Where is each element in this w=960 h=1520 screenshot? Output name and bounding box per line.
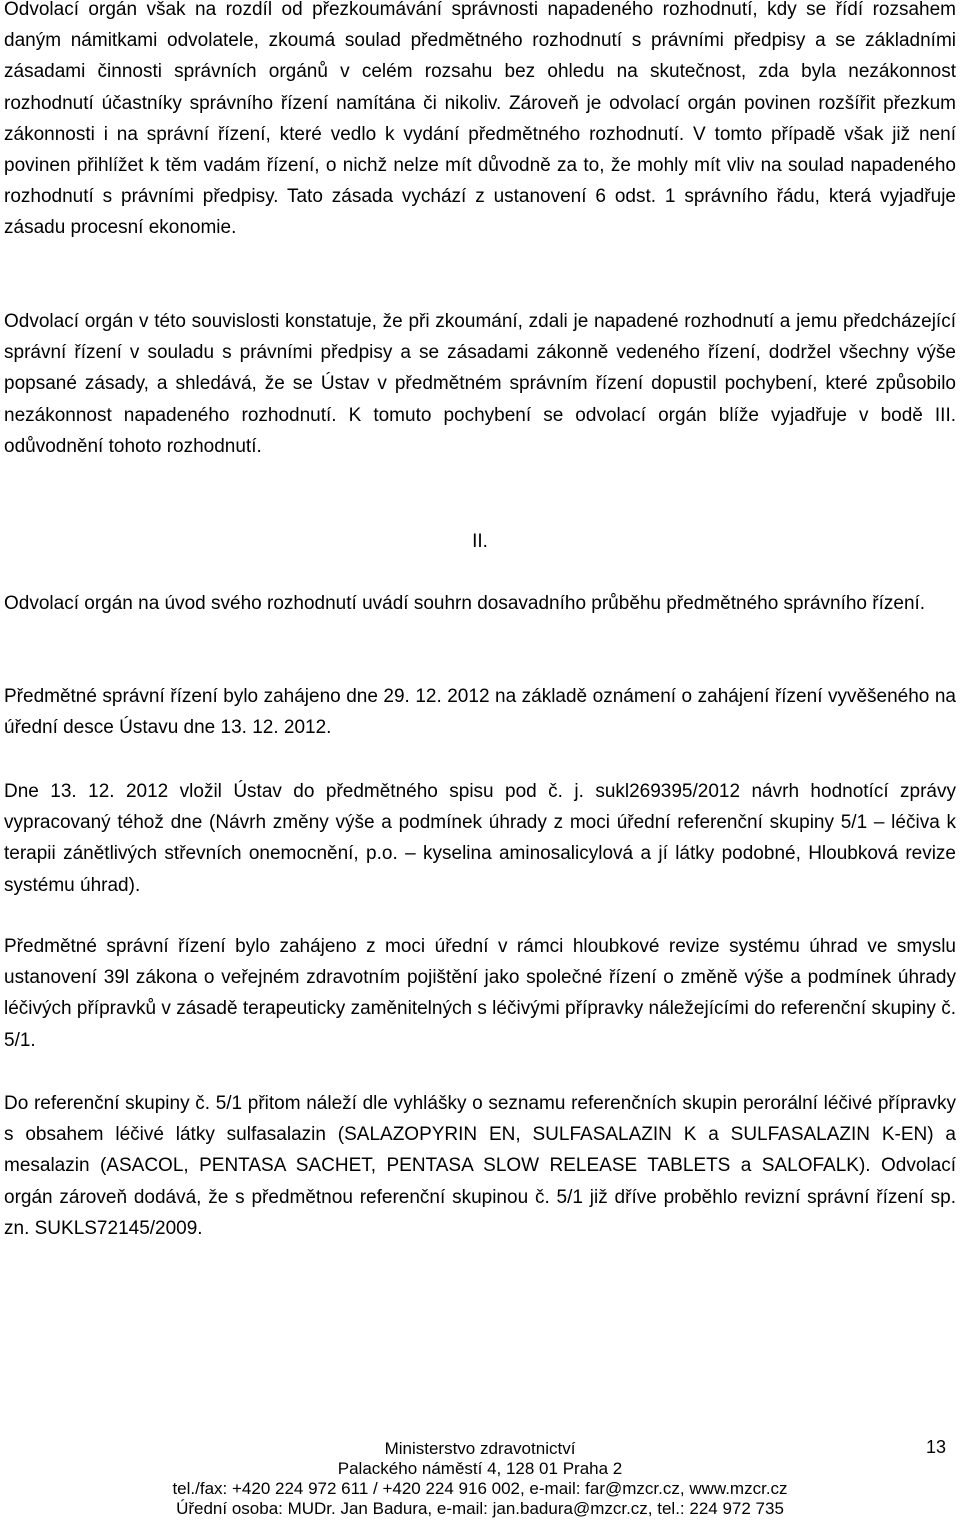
paragraph-deep-revision: Předmětné správní řízení bylo zahájeno z moci úřední v rámci hloubkové revize systému úhrad ve smyslu ustanovení 39l zákona o veřejném zdravotním pojištění jako společné řízení o změně výše a podmínek úhrady léčivých přípravků v zásadě terapeuticky zaměnitelných s léčivými přípravky náležejícími do referenční skupiny č. 5/1. (4, 936, 956, 1051)
page-footer (0, 1439, 960, 1519)
paragraph-reference-group: Do referenční skupiny č. 5/1 přitom náleží dle vyhlášky o seznamu referenčních skupin perorální léčivé přípravky s obsahem léčivé látky sulfasalazin (SALAZOPYRIN EN, SULFASALAZIN K a SULFASALAZIN K-EN) a mesalazin (ASACOL, PENTASA SACHET, PENTASA SLOW RELEASE TABLETS a SALOFALK). Odvolací orgán zároveň dodává, že s předmětnou referenční skupinou č. 5/1 již dříve proběhlo revizní správní řízení sp. zn. SUKLS72145/2009. (4, 1093, 956, 1239)
footer-ministry: Ministerstvo zdravotnictví (384, 1439, 576, 1458)
paragraph-review-scope: Odvolací orgán však na rozdíl od přezkoumávání správnosti napadeného rozhodnutí, kdy se řídí rozsahem daným námitkami odvolatele, zkoumá soulad předmětného rozhodnutí s právními předpisy a se základními zásadami činnosti správních orgánů v celém rozsahu bez ohledu na skutečnost, zda byla nezákonnost rozhodnutí účastníky správního řízení namítána či nikoliv. Zároveň je odvolací orgán povinen rozšířit přezkum zákonnosti i na správní řízení, které vedlo k vydání předmětného rozhodnutí. V tomto případě však již není povinen přihlížet k těm vadám řízení, o nichž nelze mít důvodně za to, že mohly mít vliv na soulad napadeného rozhodnutí s právními předpisy. Tato zásada vychází z ustanovení 6 odst. 1 správního řádu, která vyjadřuje zásadu procesní ekonomie. (4, 0, 956, 239)
paragraph-evaluation-report: Dne 13. 12. 2012 vložil Ústav do předmětného spisu pod č. j. sukl269395/2012 návrh hodnotící zprávy vypracovaný téhož dne (Návrh změny výše a podmínek úhrady z moci úřední referenční skupiny 5/1 – léčiva k terapii zánětlivých střevních onemocnění, p.o. – kyselina aminosalicylová a jí látky podobné, Hloubková revize systému úhrad). (4, 781, 956, 896)
footer-address: Palackého náměstí 4, 128 01 Praha 2 (337, 1459, 623, 1478)
paragraph-intro: Odvolací orgán na úvod svého rozhodnutí uvádí souhrn dosavadního průběhu předmětného správního řízení. (4, 593, 926, 614)
paragraph-conclusion: Odvolací orgán v této souvislosti konstatuje, že při zkoumání, zdali je napadené rozhodnutí a jemu předcházející správní řízení v souladu s právními předpisy a se zásadami zákonně vedeného řízení, dodržel všechny výše popsané zásady, a shledává, že se Ústav v předmětném správním řízení dopustil pochybení, které způsobilo nezákonnost napadeného rozhodnutí. K tomuto pochybení se odvolací orgán blíže vyjadřuje v bodě III. odůvodnění tohoto rozhodnutí. (4, 311, 956, 457)
section-number: II. (472, 531, 488, 552)
footer-contact: tel./fax: +420 224 972 611 / +420 224 916 002, e-mail: far@mzcr.cz, www.mzcr.cz (172, 1479, 788, 1498)
footer-official: Úřední osoba: MUDr. Jan Badura, e-mail: jan.badura@mzcr.cz, tel.: 224 972 735 (176, 1499, 784, 1518)
page-number: 13 (925, 1437, 946, 1457)
paragraph-commencement: Předmětné správní řízení bylo zahájeno dne 29. 12. 2012 na základě oznámení o zahájení řízení vyvěšeného na úřední desce Ústavu dne 13. 12. 2012. (4, 686, 956, 739)
